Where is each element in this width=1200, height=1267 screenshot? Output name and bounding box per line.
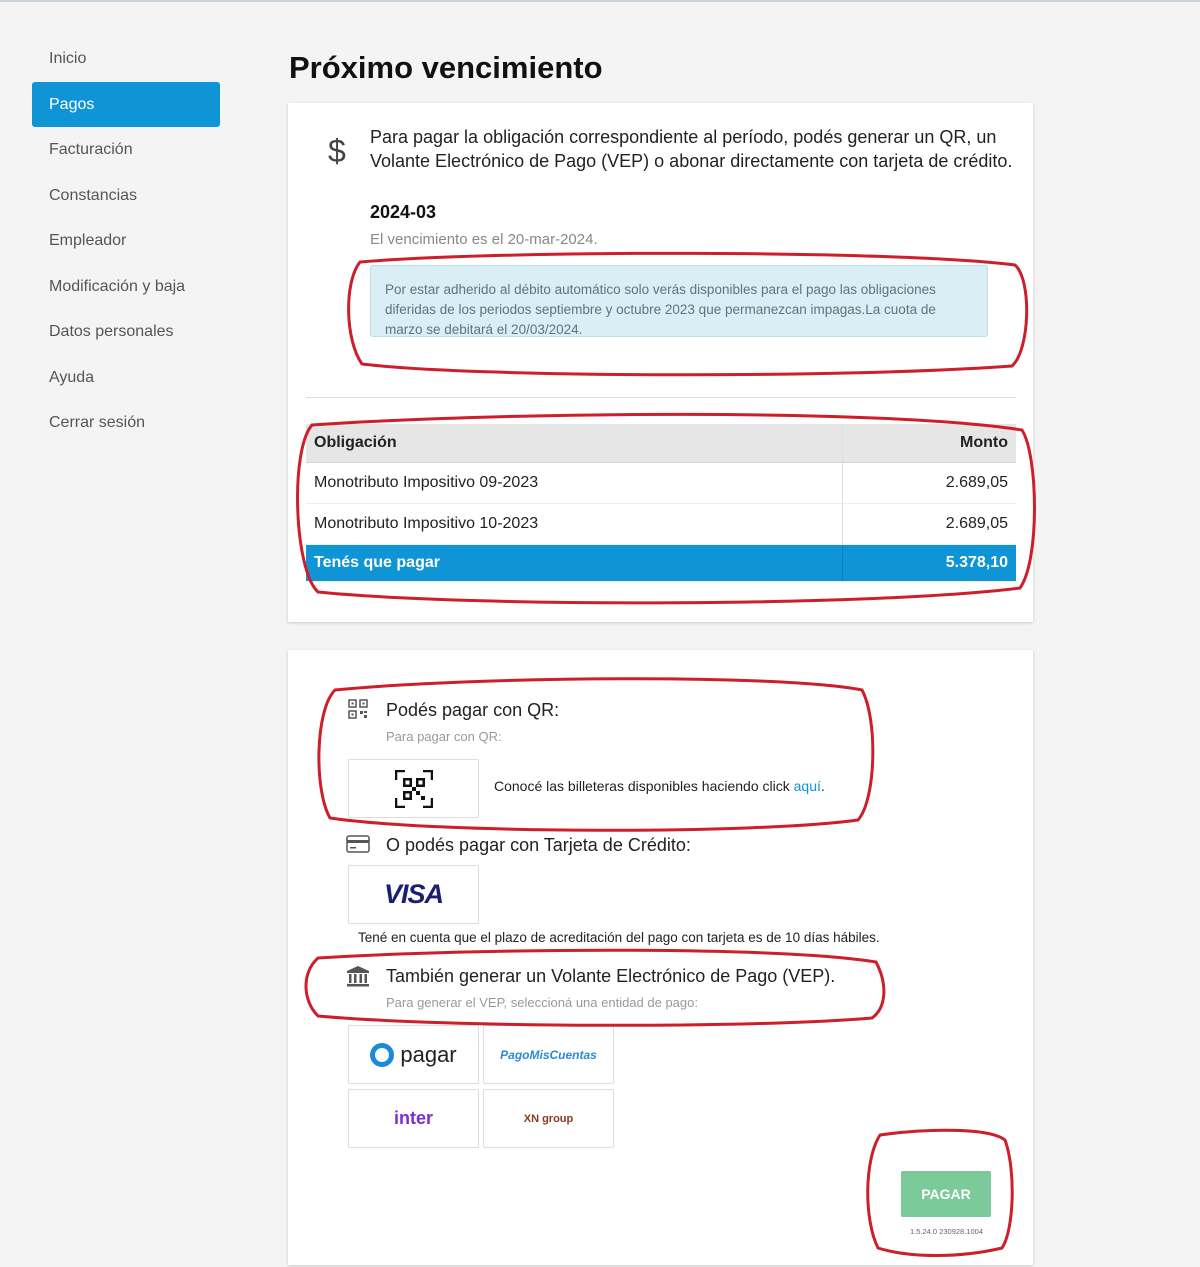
auto-debit-alert: Por estar adherido al débito automático solo verás disponibles para el pago las obligaciones diferidas de los periodos septiembre y octubre 2023 que permanezcan impagas.La cuota de marzo se debitará el 20/03/2024. <box>370 265 988 337</box>
sidebar-item-empleador[interactable]: Empleador <box>49 232 127 249</box>
visa-tile[interactable] <box>348 865 479 924</box>
dollar-icon: $ <box>328 133 346 169</box>
version-label: 1.5.24.0 230928.1004 <box>910 1227 983 1236</box>
due-summary-card <box>288 103 1033 622</box>
vep-subtitle: Para generar el VEP, seleccioná una entidad de pago: <box>386 995 698 1010</box>
sidebar-item-modificacion-baja[interactable]: Modificación y baja <box>49 277 186 295</box>
sidebar-item-constancias[interactable]: Constancias <box>49 186 138 204</box>
top-border <box>0 0 1200 2</box>
pagar-circle-icon <box>370 1043 394 1067</box>
entity-tile-pagar[interactable] <box>348 1025 479 1084</box>
intro-text: Para pagar la obligación correspondiente al período, podés generar un QR, un Volante Electrónico de Pago (VEP) o abonar directamente con tarjeta de crédito. <box>370 127 1013 171</box>
entity-tile-inter[interactable] <box>348 1089 479 1148</box>
amount-cell: 2.689,05 <box>843 504 1017 545</box>
sidebar <box>32 36 220 446</box>
qr-code-icon <box>395 770 433 808</box>
table-header-row <box>306 424 1016 463</box>
card-accreditation-note: Tené en cuenta que el plazo de acreditación del pago con tarjeta es de 10 días hábiles. <box>358 930 880 945</box>
qr-note-text: Conocé las billeteras disponibles haciendo click <box>494 778 794 794</box>
vep-title: También generar un Volante Electrónico de Pago (VEP). <box>386 966 836 986</box>
qr-wallets-link[interactable]: aquí <box>793 778 821 794</box>
total-label: Tenés que pagar <box>306 545 843 582</box>
sidebar-item-facturacion[interactable]: Facturación <box>49 141 133 158</box>
qr-icon <box>348 699 368 724</box>
obligation-cell: Monotributo Impositivo 09-2023 <box>306 463 843 504</box>
table-row <box>306 504 1016 545</box>
page-title: Próximo vencimiento <box>289 50 603 85</box>
obligation-cell: Monotributo Impositivo 10-2023 <box>306 504 843 545</box>
qr-subtitle: Para pagar con QR: <box>386 729 502 744</box>
total-row <box>306 545 1016 582</box>
sidebar-item-inicio[interactable]: Inicio <box>49 50 87 67</box>
visa-logo: VISA <box>383 879 444 909</box>
entity-tile-pagomiscuentas[interactable] <box>483 1025 614 1084</box>
period-label: 2024-03 <box>370 202 437 222</box>
qr-tile[interactable] <box>348 759 479 818</box>
pagar-logo-text: pagar <box>400 1041 457 1067</box>
inter-logo: inter <box>393 1108 433 1128</box>
sidebar-item-cerrar-sesion[interactable]: Cerrar sesión <box>49 414 146 431</box>
due-date-text: El vencimiento es el 20-mar-2024. <box>370 231 598 248</box>
obligations-table <box>306 424 1016 582</box>
sidebar-item-ayuda[interactable]: Ayuda <box>49 368 95 386</box>
sidebar-item-pagos[interactable]: Pagos <box>32 82 220 127</box>
table-row <box>306 463 1016 504</box>
total-amount: 5.378,10 <box>843 545 1017 582</box>
qr-note-end: . <box>820 778 825 794</box>
qr-wallets-note <box>494 778 825 794</box>
amount-cell: 2.689,05 <box>843 463 1017 504</box>
payment-methods-card <box>288 650 1033 1265</box>
xngroup-logo: XN group <box>523 1112 574 1125</box>
bank-icon <box>346 965 370 992</box>
card-title: O podés pagar con Tarjeta de Crédito: <box>386 835 691 855</box>
obligation-header: Obligación <box>306 424 843 463</box>
pagar-logo <box>370 1042 456 1068</box>
pagomiscuentas-logo: PagoMisCuentas <box>500 1047 597 1062</box>
amount-header: Monto <box>843 424 1017 463</box>
entity-tile-xngroup[interactable] <box>483 1089 614 1148</box>
pay-button[interactable]: PAGAR <box>901 1171 991 1217</box>
qr-title: Podés pagar con QR: <box>386 700 560 720</box>
divider <box>306 397 1016 398</box>
credit-card-icon <box>346 835 370 858</box>
sidebar-item-datos-personales[interactable]: Datos personales <box>49 323 174 340</box>
